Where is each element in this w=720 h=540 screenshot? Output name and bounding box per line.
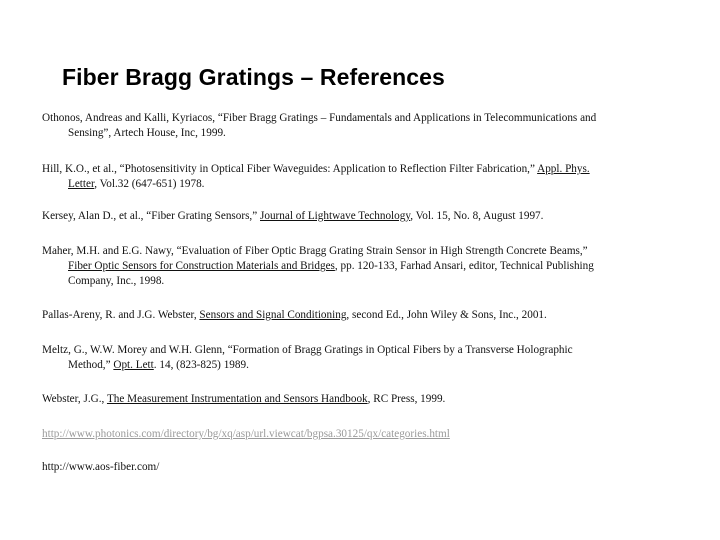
reference-line: http://www.aos-fiber.com/ bbox=[42, 461, 160, 473]
book-title: The Measurement Instrumentation and Sensors Handbook bbox=[106, 393, 368, 405]
reference-line bbox=[42, 162, 652, 177]
reference-line: Sensing”, Artech House, Inc, 1999. bbox=[68, 127, 226, 139]
reference-meltz bbox=[42, 343, 652, 373]
book-title: Sensors and Signal Conditioning bbox=[199, 309, 347, 321]
reference-photonics-link bbox=[42, 427, 652, 442]
photonics-link[interactable]: http://www.photonics.com/directory/bg/xq/asp/url.viewcat/bgpsa.30125/qx/categories.html bbox=[42, 428, 450, 440]
journal-title: Appl. Phys. bbox=[537, 163, 590, 175]
page-title: Fiber Bragg Gratings – References bbox=[62, 64, 445, 90]
reference-line: Othonos, Andreas and Kalli, Kyriacos, “Fiber Bragg Gratings – Fundamentals and Applications in Telecommunications and bbox=[42, 112, 597, 124]
journal-title: Opt. Lett bbox=[113, 359, 154, 371]
reference-text: , RC Press, 1999. bbox=[367, 393, 446, 405]
reference-line: Meltz, G., W.W. Morey and W.H. Glenn, “Formation of Bragg Gratings in Optical Fibers by a Transverse Holographic bbox=[42, 344, 573, 356]
reference-othonos bbox=[42, 111, 652, 141]
reference-line bbox=[42, 358, 652, 373]
reference-text: Webster, J.G., bbox=[42, 393, 107, 405]
reference-text: Hill, K.O., et al., “Photosensitivity in Optical Fiber Waveguides: Application to Reflection Filter Fabrication,” bbox=[42, 163, 538, 175]
reference-webster bbox=[42, 392, 652, 407]
reference-text: Kersey, Alan D., et al., “Fiber Grating Sensors,” bbox=[42, 210, 260, 222]
reference-line bbox=[42, 209, 652, 224]
reference-text: , pp. 120-133, Farhad Ansari, editor, Technical Publishing bbox=[334, 260, 594, 272]
journal-title: Journal of Lightwave Technology bbox=[260, 210, 411, 222]
reference-line bbox=[42, 308, 652, 323]
reference-text: , Vol.32 (647-651) 1978. bbox=[94, 178, 205, 190]
book-title: Fiber Optic Sensors for Construction Materials and Bridges bbox=[68, 260, 335, 272]
reference-text: , Vol. 15, No. 8, August 1997. bbox=[410, 210, 544, 222]
reference-line bbox=[42, 427, 652, 442]
reference-pallas-areny bbox=[42, 308, 652, 323]
reference-line bbox=[42, 392, 652, 407]
reference-line bbox=[42, 259, 652, 274]
reference-line: Company, Inc., 1998. bbox=[68, 275, 165, 287]
reference-text: , second Ed., John Wiley & Sons, Inc., 2001. bbox=[346, 309, 547, 321]
reference-hill bbox=[42, 162, 652, 192]
reference-line bbox=[42, 177, 652, 192]
reference-maher bbox=[42, 244, 652, 289]
reference-text: . 14, (823-825) 1989. bbox=[153, 359, 249, 371]
reference-kersey bbox=[42, 209, 652, 224]
reference-line: Maher, M.H. and E.G. Nawy, “Evaluation of Fiber Optic Bragg Grating Strain Sensor in High Strength Concrete Beams,” bbox=[42, 245, 588, 257]
reference-text: Method,” bbox=[68, 359, 114, 371]
reference-text: Pallas-Areny, R. and J.G. Webster, bbox=[42, 309, 200, 321]
journal-title: Letter bbox=[68, 178, 95, 190]
reference-aos-fiber bbox=[42, 460, 652, 475]
